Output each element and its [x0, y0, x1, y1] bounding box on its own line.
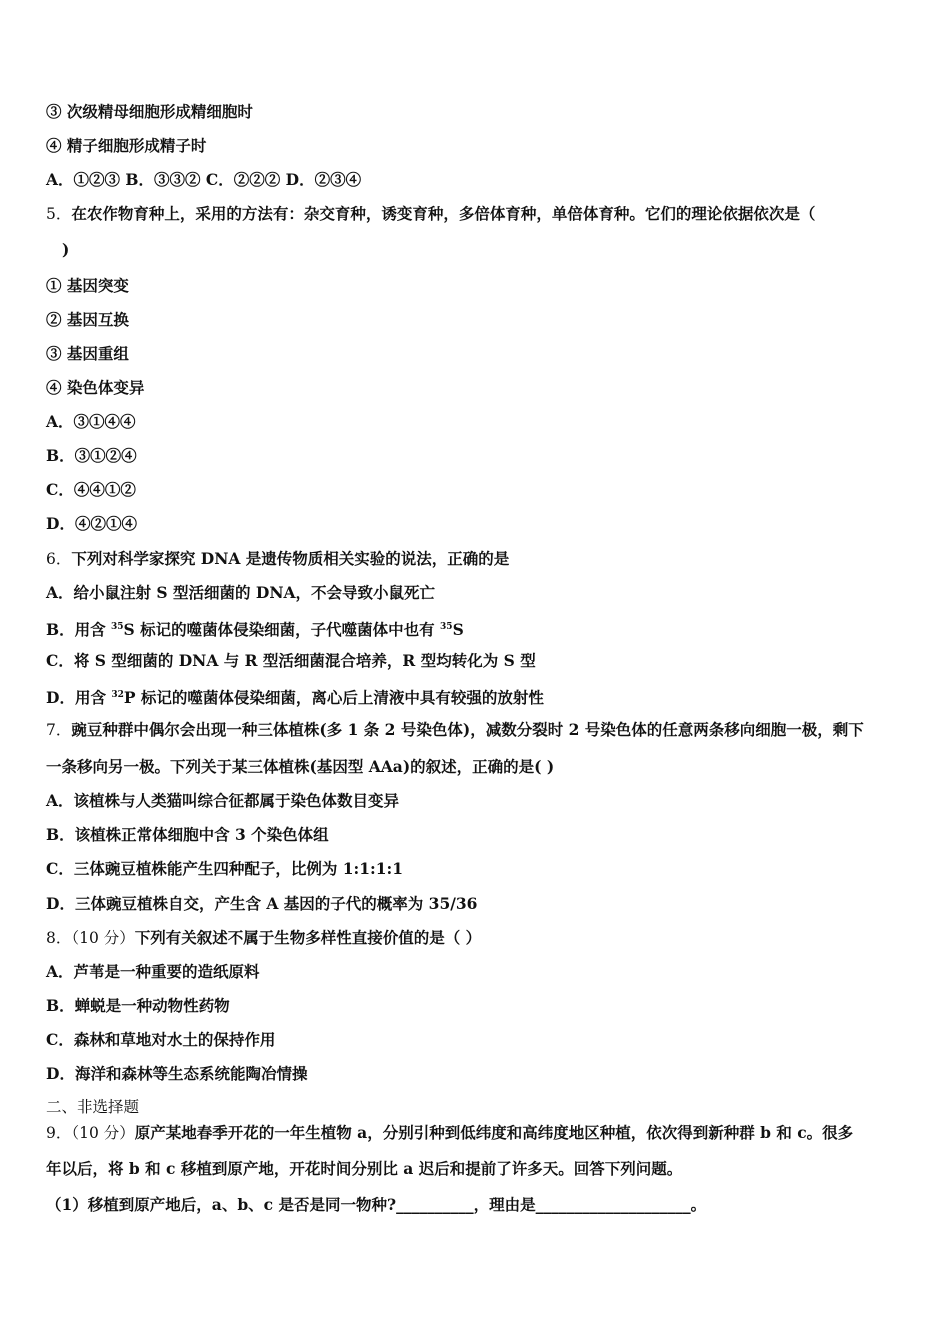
q6-b-mid: S 标记的噬菌体侵染细菌，子代噬菌体中也有	[123, 620, 441, 639]
question-5	[46, 204, 815, 224]
q6-d-pre: D．用含	[46, 688, 112, 707]
q9-number: 9．（10 分）	[46, 1124, 135, 1142]
option-line-3: ③ 次级精母细胞形成精细胞时	[46, 102, 253, 121]
q7-option-d: D．三体豌豆植株自交，产生含 A 基因的子代的概率为 35/36	[46, 894, 478, 913]
q5-text: 在农作物育种上，采用的方法有：杂交育种，诱变育种，多倍体育种，单倍体育种。它们的理论依据依次是（	[71, 204, 816, 223]
q5-item-4: ④ 染色体变异	[46, 378, 145, 397]
q6-option-b	[46, 617, 464, 640]
question-7	[46, 720, 864, 740]
q8-number: 8．（10 分）	[46, 929, 135, 947]
question-6	[46, 549, 509, 569]
q6-b-sup2: 35	[440, 622, 453, 632]
q6-text: 下列对科学家探究 DNA 是遗传物质相关实验的说法，正确的是	[71, 549, 510, 568]
q5-option-a: A．③①④④	[46, 412, 136, 431]
option-line-4: ④ 精子细胞形成精子时	[46, 136, 207, 155]
q6-option-c: C．将 S 型细菌的 DNA 与 R 型活细菌混合培养，R 型均转化为 S 型	[46, 651, 536, 670]
q6-b-pre: B．用含	[46, 620, 111, 639]
q8-text: 下列有关叙述不属于生物多样性直接价值的是（ ）	[134, 928, 482, 947]
q7-text-1: 豌豆种群中偶尔会出现一种三体植株(多 1 条 2 号染色体)，减数分裂时 2 号染色体的任意两条移向细胞一极，剩下	[71, 720, 864, 739]
q9-text-2: 年以后，将 b 和 c 移植到原产地，开花时间分别比 a 迟后和提前了许多天。回答下列问题。	[46, 1159, 683, 1178]
q7-option-c: C．三体豌豆植株能产生四种配子，比例为 1:1:1:1	[46, 859, 404, 878]
q6-b-sup1: 35	[111, 622, 124, 632]
question-9	[46, 1123, 853, 1143]
q8-option-d: D．海洋和森林等生态系统能陶冶情操	[46, 1064, 308, 1083]
q8-option-b: B．蝉蜕是一种动物性药物	[46, 996, 230, 1015]
q7-text-2: 一条移向另一极。下列关于某三体植株(基因型 AAa)的叙述，正确的是( )	[46, 757, 555, 776]
q7-number: 7．	[46, 721, 72, 739]
q6-d-sup: 32	[111, 690, 124, 700]
q9-subquestion-1: （1）移植到原产地后，a、b、c 是否是同一物种?__________，理由是____________________。	[46, 1195, 707, 1214]
q5-option-c: C．④④①②	[46, 480, 136, 499]
q7-option-b: B．该植株正常体细胞中含 3 个染色体组	[46, 825, 329, 844]
q7-option-a: A．该植株与人类猫叫综合征都属于染色体数目变异	[46, 791, 400, 810]
q5-option-d: D．④②①④	[46, 514, 137, 533]
q5-item-3: ③ 基因重组	[46, 344, 129, 363]
q5-item-2: ② 基因互换	[46, 310, 129, 329]
q5-number: 5．	[46, 205, 72, 223]
q6-d-post: P 标记的噬菌体侵染细菌，离心后上清液中具有较强的放射性	[123, 688, 544, 707]
q4-choices: A．①②③ B．③③② C．②②② D．②③④	[46, 170, 362, 189]
q5-close-paren: )	[62, 240, 70, 259]
q6-number: 6．	[46, 550, 72, 568]
q5-item-1: ① 基因突变	[46, 276, 129, 295]
q6-option-a: A．给小鼠注射 S 型活细菌的 DNA，不会导致小鼠死亡	[46, 583, 436, 602]
question-8	[46, 928, 481, 948]
q9-text-1: 原产某地春季开花的一年生植物 a，分别引种到低纬度和高纬度地区种植，依次得到新种群 b 和 c。很多	[134, 1123, 854, 1142]
q8-option-c: C．森林和草地对水土的保持作用	[46, 1030, 276, 1049]
q6-b-post: S	[452, 620, 464, 639]
q5-option-b: B．③①②④	[46, 446, 137, 465]
q8-option-a: A．芦苇是一种重要的造纸原料	[46, 962, 260, 981]
section-heading: 二、非选择题	[46, 1098, 140, 1116]
q6-option-d	[46, 685, 544, 708]
